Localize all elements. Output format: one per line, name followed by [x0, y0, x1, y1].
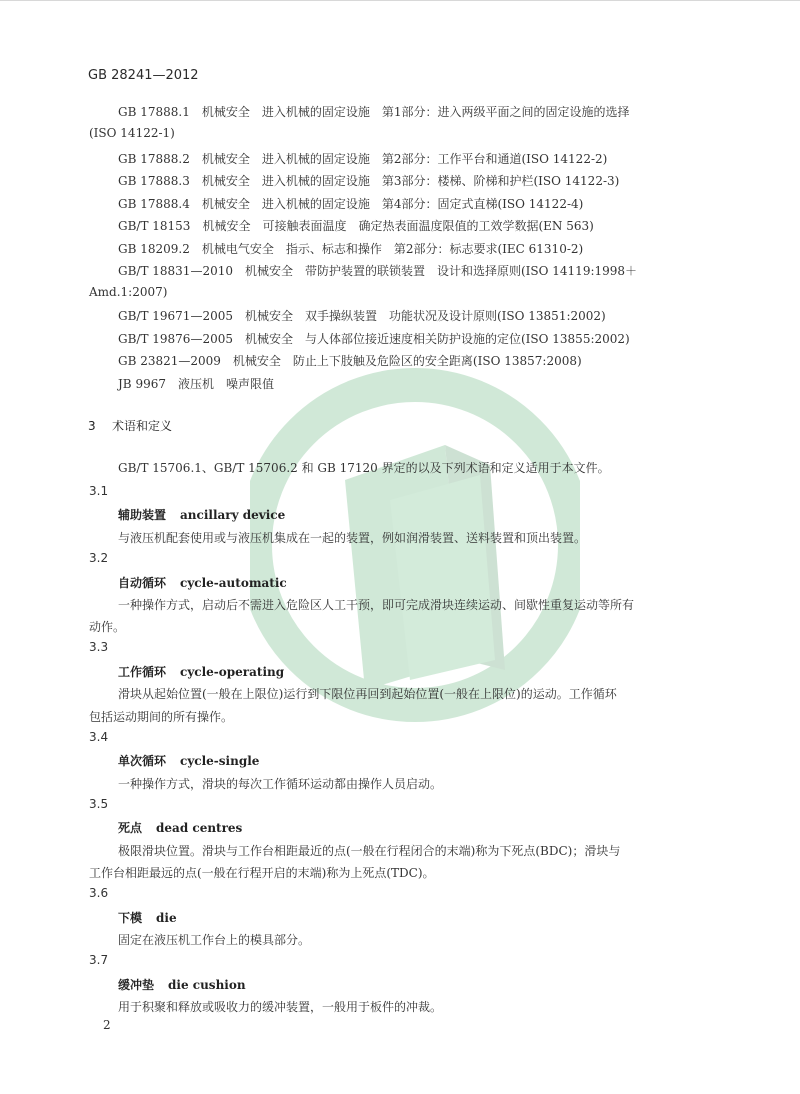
term-entry [118, 819, 242, 836]
reference-item: GB 23821—2009 机械安全 防止上下肢触及危险区的安全距离(ISO 13857:2008) [118, 354, 582, 368]
standard-code-header: GB 28241—2012 [88, 68, 199, 83]
reference-item-continued: Amd.1:2007) [89, 285, 168, 299]
term-english: die cushion [168, 978, 246, 992]
reference-item: GB/T 18153 机械安全 可接触表面温度 确定热表面温度限值的工效学数据(EN 563) [118, 219, 594, 233]
top-edge-divider [0, 0, 800, 1]
term-english: cycle-single [180, 754, 260, 768]
clause-number: 3.3 [89, 640, 109, 654]
term-definition: 一种操作方式，启动后不需进入危险区人工干预，即可完成滑块连续运动、间歇性重复运动等所有 [118, 598, 635, 612]
term-entry [118, 574, 287, 591]
term-definition-continued: 动作。 [89, 620, 126, 634]
clause-number: 3.4 [89, 730, 109, 744]
term-definition: 滑块从起始位置(一般在上限位)运行到下限位再回到起始位置(一般在上限位)的运动。工作循环 [118, 687, 617, 701]
term-definition: 用于积聚和释放或吸收力的缓冲装置，一般用于板件的冲裁。 [118, 1000, 443, 1014]
term-english: ancillary device [180, 508, 286, 522]
reference-item: GB 17888.4 机械安全 进入机械的固定设施 第4部分：固定式直梯(ISO 14122-4) [118, 197, 584, 211]
reference-item-continued: (ISO 14122-1) [89, 126, 175, 140]
term-chinese: 下模 [118, 911, 143, 925]
term-chinese: 单次循环 [118, 754, 167, 768]
reference-item: GB/T 19876—2005 机械安全 与人体部位接近速度相关防护设施的定位(ISO 13855:2002) [118, 332, 630, 346]
term-chinese: 死点 [118, 821, 143, 835]
term-entry [118, 752, 259, 769]
section-intro: GB/T 15706.1、GB/T 15706.2 和 GB 17120 界定的以及下列术语和定义适用于本文件。 [118, 461, 610, 475]
term-entry [118, 663, 284, 680]
term-definition: 极限滑块位置。滑块与工作台相距最近的点(一般在行程闭合的末端)称为下死点(BDC)；滑块与 [118, 844, 621, 858]
term-english: die [156, 911, 177, 925]
term-english: cycle-operating [180, 665, 285, 679]
term-chinese: 缓冲垫 [118, 978, 155, 992]
reference-item: GB 17888.2 机械安全 进入机械的固定设施 第2部分：工作平台和通道(ISO 14122-2) [118, 152, 608, 166]
term-chinese: 工作循环 [118, 665, 167, 679]
term-english: cycle-automatic [180, 576, 287, 590]
reference-item: GB/T 19671—2005 机械安全 双手操纵装置 功能状况及设计原则(ISO 13851:2002) [118, 309, 606, 323]
reference-item: GB 17888.1 机械安全 进入机械的固定设施 第1部分：进入两级平面之间的固定设施的选择 [118, 105, 630, 119]
clause-number: 3.1 [89, 484, 109, 498]
term-entry [118, 976, 246, 993]
clause-number: 3.2 [89, 551, 109, 565]
section-heading [88, 417, 172, 434]
term-definition-continued: 工作台相距最远的点(一般在行程开启的末端)称为上死点(TDC)。 [89, 866, 435, 880]
reference-item: JB 9967 液压机 噪声限值 [118, 377, 274, 391]
term-chinese: 自动循环 [118, 576, 167, 590]
term-definition: 与液压机配套使用或与液压机集成在一起的装置，例如润滑装置、送料装置和顶出装置。 [118, 531, 587, 545]
term-english: dead centres [156, 821, 243, 835]
clause-number: 3.7 [89, 953, 109, 967]
reference-item: GB/T 18831—2010 机械安全 带防护装置的联锁装置 设计和选择原则(ISO 14119:1998＋ [118, 264, 638, 278]
section-title: 术语和定义 [112, 419, 173, 433]
reference-item: GB 18209.2 机械电气安全 指示、标志和操作 第2部分：标志要求(IEC 61310-2) [118, 242, 584, 256]
term-definition: 固定在液压机工作台上的模具部分。 [118, 933, 311, 947]
page-number: 2 [103, 1018, 111, 1032]
term-chinese: 辅助装置 [118, 508, 167, 522]
section-number: 3 [88, 419, 96, 433]
reference-item: GB 17888.3 机械安全 进入机械的固定设施 第3部分：楼梯、阶梯和护栏(ISO 14122-3) [118, 174, 620, 188]
term-entry [118, 909, 177, 926]
term-definition: 一种操作方式，滑块的每次工作循环运动都由操作人员启动。 [118, 777, 443, 791]
term-definition-continued: 包括运动期间的所有操作。 [89, 710, 234, 724]
clause-number: 3.5 [89, 797, 109, 811]
term-entry [118, 506, 285, 523]
clause-number: 3.6 [89, 886, 109, 900]
